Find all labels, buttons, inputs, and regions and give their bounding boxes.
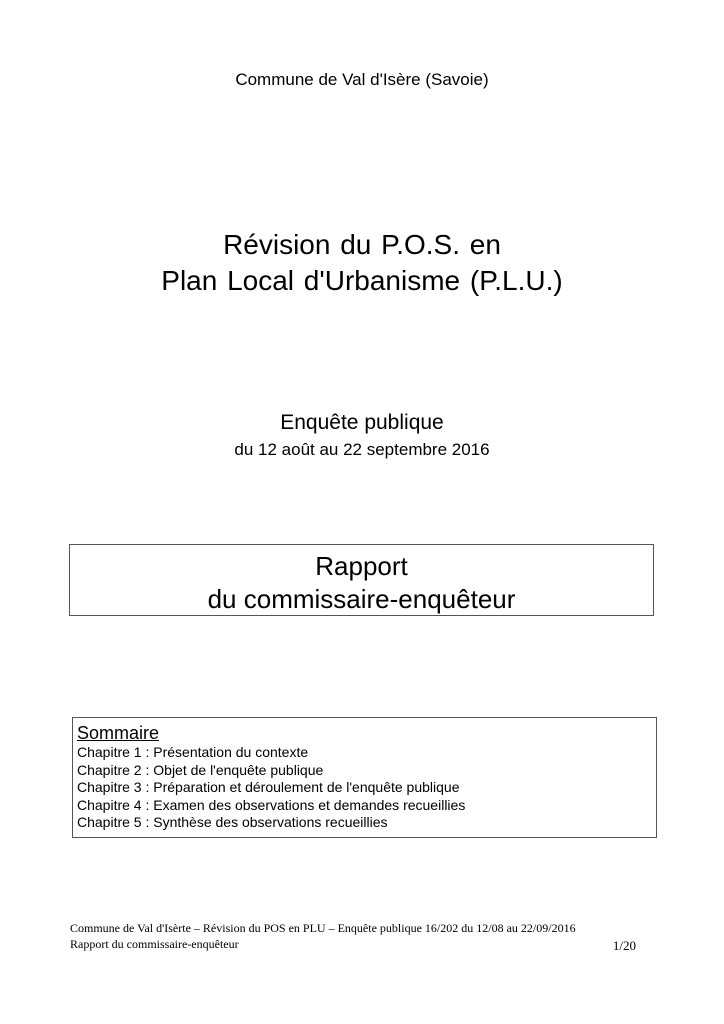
page-footer [70, 920, 636, 952]
sommaire-chapter-5: Chapitre 5 : Synthèse des observations recueillies [77, 814, 388, 830]
sommaire-chapter-1: Chapitre 1 : Présentation du contexte [77, 744, 309, 760]
rapport-title-line-1: Rapport [315, 551, 408, 581]
sommaire-chapter-3: Chapitre 3 : Préparation et déroulement de l'enquête publique [77, 779, 460, 795]
page-number: 1/20 [612, 938, 636, 953]
sommaire-box [72, 717, 657, 838]
footer-line-2-row [70, 936, 636, 952]
footer-line-2: Rapport du commissaire-enquêteur [70, 937, 239, 951]
document-title-line-1: Révision du P.O.S. en [223, 229, 501, 260]
commune-header: Commune de Val d'Isère (Savoie) [235, 70, 489, 89]
document-title-line-2: Plan Local d'Urbanisme (P.L.U.) [161, 265, 563, 296]
rapport-title-line-2: du commissaire-enquêteur [207, 584, 516, 614]
enquete-title: Enquête publique [280, 411, 444, 434]
enquete-dates: du 12 août au 22 septembre 2016 [234, 440, 490, 459]
sommaire-chapter-2: Chapitre 2 : Objet de l'enquête publique [77, 761, 324, 778]
sommaire-title: Sommaire [77, 723, 160, 743]
rapport-box [69, 544, 654, 616]
sommaire-chapter-4: Chapitre 4 : Examen des observations et demandes recueillies [77, 796, 466, 813]
document-title [0, 227, 724, 299]
footer-line-1: Commune de Val d'Isèrte – Révision du POS en PLU – Enquête publique 16/202 du 12/08 au 22/09/2016 [70, 921, 576, 935]
